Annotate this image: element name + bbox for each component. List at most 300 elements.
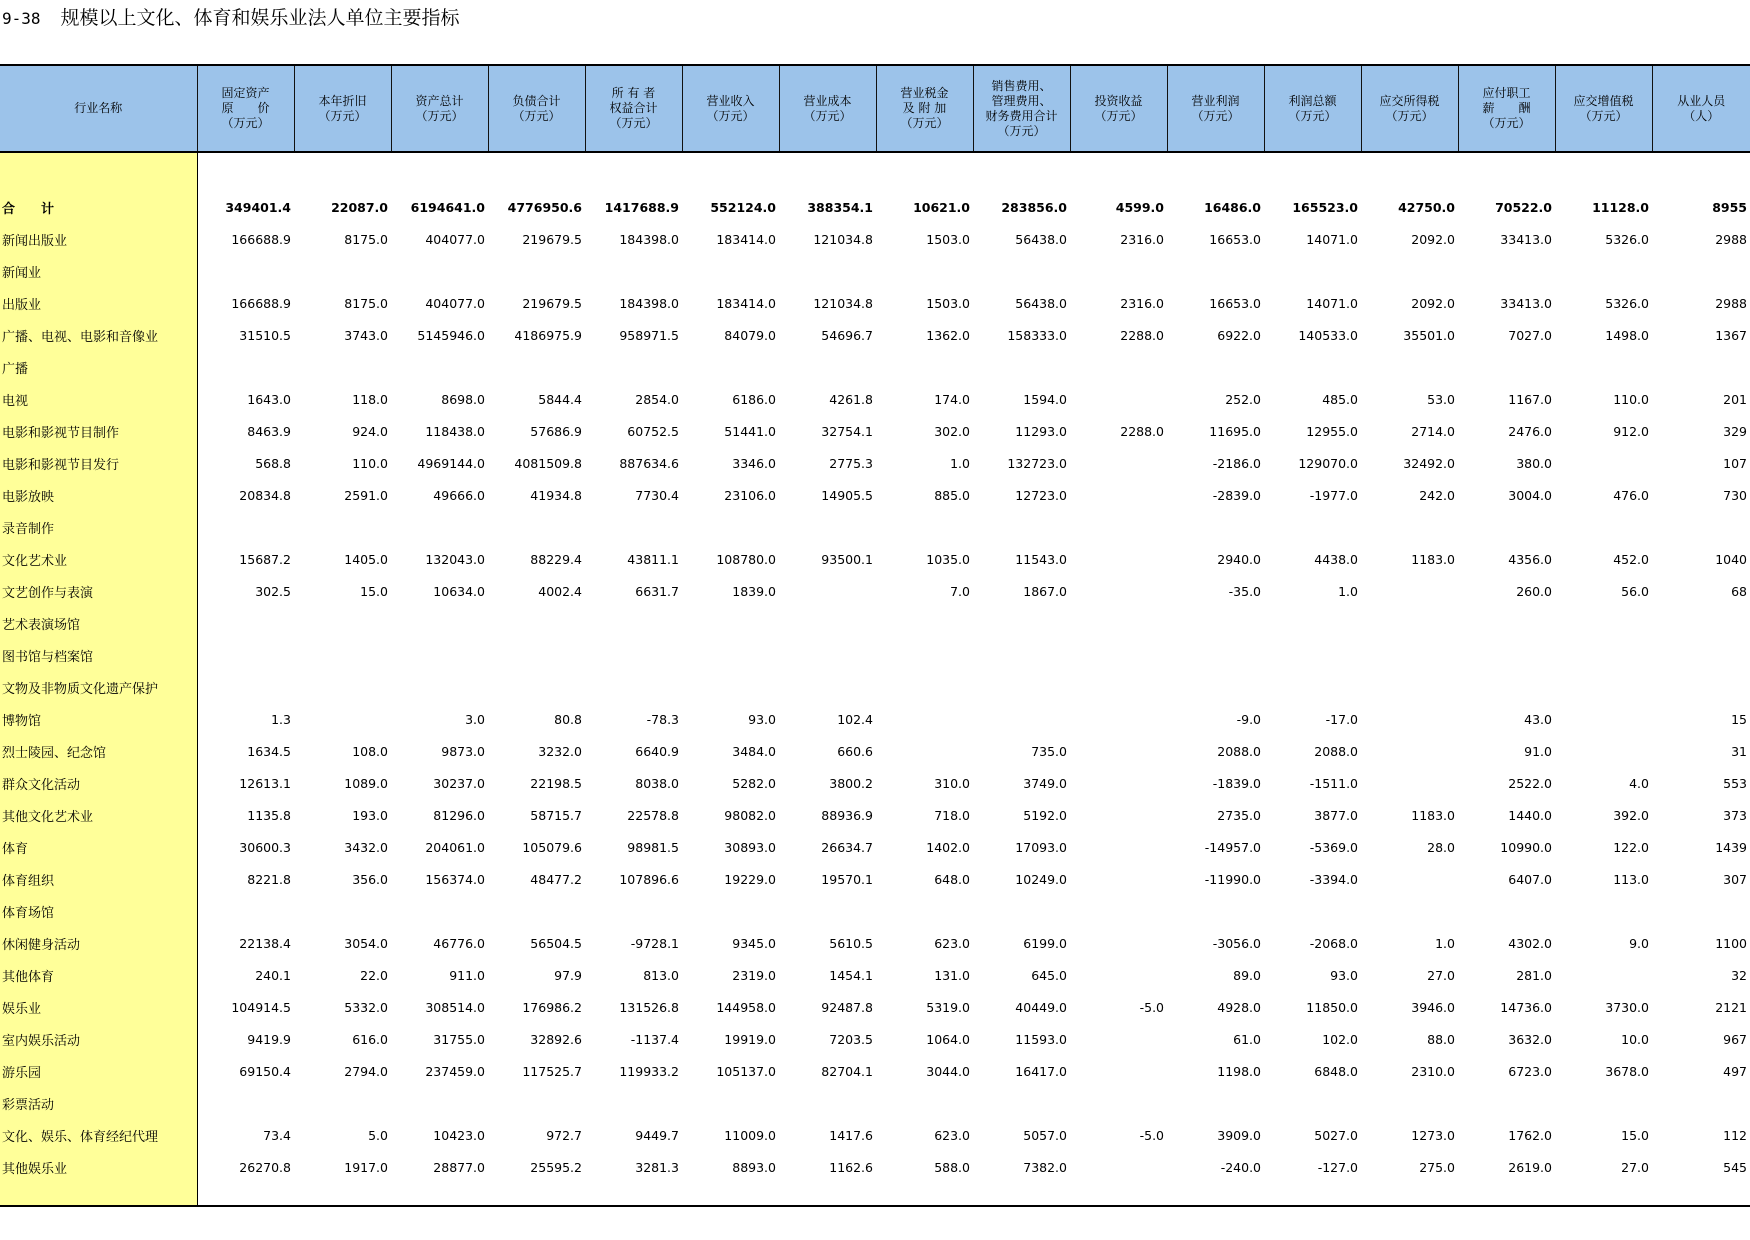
- row-label: 艺术表演场馆: [0, 607, 197, 639]
- data-cell: 3743.0: [344, 327, 388, 343]
- table-row: [0, 319, 1750, 351]
- data-cell: 1839.0: [732, 583, 776, 599]
- data-cell: [1555, 735, 1652, 767]
- data-cell: 16486.0: [1204, 199, 1261, 215]
- data-cell: [1070, 1151, 1167, 1183]
- column-header: [294, 65, 391, 152]
- data-cell: 3432.0: [344, 839, 388, 855]
- data-cell: 2316.0: [1120, 295, 1164, 311]
- data-cell: 4356.0: [1508, 551, 1552, 567]
- data-cell: 5027.0: [1314, 1127, 1358, 1143]
- data-cell: 1917.0: [344, 1159, 388, 1175]
- data-cell: 166688.9: [231, 295, 291, 311]
- data-cell: 11293.0: [1015, 423, 1067, 439]
- data-cell: 3632.0: [1508, 1031, 1552, 1047]
- row-label: 其他体育: [0, 959, 197, 991]
- data-cell: 19229.0: [724, 871, 776, 887]
- data-cell: [1652, 255, 1750, 287]
- column-header-line: （万元）: [1191, 108, 1240, 123]
- data-cell: 1498.0: [1605, 327, 1649, 343]
- data-cell: 2988: [1715, 295, 1747, 311]
- column-header: [1361, 65, 1458, 152]
- table-code: 9-38: [2, 9, 41, 28]
- data-cell: [391, 639, 488, 671]
- data-cell: 7.0: [950, 583, 970, 599]
- data-cell: 22138.4: [239, 935, 291, 951]
- data-cell: 14071.0: [1306, 231, 1358, 247]
- data-cell: 92487.8: [821, 999, 873, 1015]
- data-cell: [682, 895, 779, 927]
- data-cell: [1652, 671, 1750, 703]
- table-row: [0, 831, 1750, 863]
- column-header: [1167, 65, 1264, 152]
- table-title: [2, 4, 460, 32]
- data-cell: 193.0: [352, 807, 388, 823]
- data-cell: [1070, 607, 1167, 639]
- data-cell: 380.0: [1516, 455, 1552, 471]
- data-cell: 6199.0: [1023, 935, 1067, 951]
- data-cell: 11695.0: [1209, 423, 1261, 439]
- table-row: [0, 511, 1750, 543]
- data-cell: 452.0: [1613, 551, 1649, 567]
- data-cell: [488, 639, 585, 671]
- data-cell: [1070, 735, 1167, 767]
- data-cell: 122.0: [1613, 839, 1649, 855]
- column-header-line: （万元）: [1094, 108, 1143, 123]
- data-cell: -35.0: [1228, 583, 1261, 599]
- data-cell: [585, 152, 682, 191]
- data-cell: 240.1: [255, 967, 291, 983]
- data-cell: [682, 351, 779, 383]
- data-cell: [973, 511, 1070, 543]
- table-row: [0, 415, 1750, 447]
- data-cell: [876, 671, 973, 703]
- data-cell: 26270.8: [239, 1159, 291, 1175]
- data-cell: [391, 255, 488, 287]
- data-cell: 132043.0: [425, 551, 485, 567]
- data-cell: 568.8: [255, 455, 291, 471]
- data-cell: [876, 1183, 973, 1206]
- data-cell: 275.0: [1419, 1159, 1455, 1175]
- data-cell: 98981.5: [627, 839, 679, 855]
- data-cell: -3056.0: [1212, 935, 1261, 951]
- data-cell: [197, 511, 294, 543]
- row-label: 娱乐业: [0, 991, 197, 1023]
- data-cell: [973, 639, 1070, 671]
- column-header-line: （万元）: [900, 116, 949, 130]
- data-cell: 1.0: [1435, 935, 1455, 951]
- data-cell: [1167, 671, 1264, 703]
- table-row: [0, 895, 1750, 927]
- data-cell: [1555, 1087, 1652, 1119]
- data-cell: [682, 607, 779, 639]
- data-cell: [1361, 1087, 1458, 1119]
- data-cell: [1652, 351, 1750, 383]
- data-cell: [973, 895, 1070, 927]
- column-header-line: （万元）: [609, 116, 658, 130]
- data-cell: 46776.0: [433, 935, 485, 951]
- data-cell: 1100: [1715, 935, 1747, 951]
- data-cell: 61.0: [1233, 1031, 1261, 1047]
- data-cell: 5610.5: [829, 935, 873, 951]
- data-cell: [1264, 895, 1361, 927]
- column-header: [682, 65, 779, 152]
- data-cell: [876, 735, 973, 767]
- data-cell: 19570.1: [821, 871, 873, 887]
- data-cell: 1417688.9: [604, 199, 679, 215]
- data-cell: [1458, 351, 1555, 383]
- data-cell: [294, 152, 391, 191]
- data-cell: [1361, 1183, 1458, 1206]
- table-row: [0, 223, 1750, 255]
- data-cell: 1064.0: [926, 1031, 970, 1047]
- data-cell: [1070, 1055, 1167, 1087]
- data-cell: [1167, 639, 1264, 671]
- data-cell: 5319.0: [926, 999, 970, 1015]
- data-cell: [876, 607, 973, 639]
- data-cell: 184398.0: [619, 295, 679, 311]
- data-cell: 885.0: [934, 487, 970, 503]
- data-cell: 102.4: [837, 711, 873, 727]
- data-cell: [294, 639, 391, 671]
- data-cell: [1070, 479, 1167, 511]
- table-row: [0, 447, 1750, 479]
- data-cell: 3281.3: [635, 1159, 679, 1175]
- data-cell: 4438.0: [1314, 551, 1358, 567]
- data-cell: 184398.0: [619, 231, 679, 247]
- data-cell: 118438.0: [425, 423, 485, 439]
- data-cell: 3800.2: [829, 775, 873, 791]
- data-cell: [876, 152, 973, 191]
- data-cell: 97.9: [554, 967, 582, 983]
- row-label: 电视: [0, 383, 197, 415]
- data-cell: 121034.8: [813, 231, 873, 247]
- data-cell: 58715.7: [530, 807, 582, 823]
- data-cell: 48477.2: [530, 871, 582, 887]
- data-cell: [1652, 639, 1750, 671]
- data-cell: 84079.0: [724, 327, 776, 343]
- data-cell: [1070, 959, 1167, 991]
- data-cell: 2735.0: [1217, 807, 1261, 823]
- data-cell: 16653.0: [1209, 295, 1261, 311]
- data-cell: [197, 1183, 294, 1206]
- data-cell: 911.0: [449, 967, 485, 983]
- data-cell: [294, 607, 391, 639]
- data-cell: 1643.0: [247, 391, 291, 407]
- data-cell: 623.0: [934, 935, 970, 951]
- row-label: 体育: [0, 831, 197, 863]
- table-row: [0, 1151, 1750, 1183]
- table-row: [0, 703, 1750, 735]
- data-cell: 32892.6: [530, 1031, 582, 1047]
- data-cell: 6640.9: [635, 743, 679, 759]
- column-header: [1652, 65, 1750, 152]
- data-cell: 392.0: [1613, 807, 1649, 823]
- data-cell: [1264, 351, 1361, 383]
- data-cell: [197, 255, 294, 287]
- data-cell: 12955.0: [1306, 423, 1358, 439]
- data-cell: 204061.0: [425, 839, 485, 855]
- row-label: 电影放映: [0, 479, 197, 511]
- data-cell: 68: [1731, 583, 1747, 599]
- data-cell: -5.0: [1139, 1127, 1164, 1143]
- data-cell: -240.0: [1220, 1159, 1261, 1175]
- data-cell: 51441.0: [724, 423, 776, 439]
- data-cell: 56438.0: [1015, 231, 1067, 247]
- data-cell: [1264, 1087, 1361, 1119]
- data-cell: 28877.0: [433, 1159, 485, 1175]
- data-cell: 4002.4: [538, 583, 582, 599]
- data-cell: 1367: [1715, 327, 1747, 343]
- data-cell: -2839.0: [1212, 487, 1261, 503]
- row-label: 录音制作: [0, 511, 197, 543]
- row-label: 出版业: [0, 287, 197, 319]
- data-cell: [1458, 1087, 1555, 1119]
- data-cell: -2186.0: [1212, 455, 1261, 471]
- data-cell: [1070, 895, 1167, 927]
- data-cell: 5332.0: [344, 999, 388, 1015]
- data-cell: [876, 703, 973, 735]
- data-cell: 887634.6: [619, 455, 679, 471]
- data-cell: [973, 1183, 1070, 1206]
- row-label: 群众文化活动: [0, 767, 197, 799]
- data-cell: [391, 895, 488, 927]
- data-cell: [1070, 831, 1167, 863]
- data-cell: 1362.0: [926, 327, 970, 343]
- data-cell: 1089.0: [344, 775, 388, 791]
- data-cell: 118.0: [352, 391, 388, 407]
- data-cell: 308514.0: [425, 999, 485, 1015]
- data-cell: 110.0: [352, 455, 388, 471]
- row-label: 文物及非物质文化遗产保护: [0, 671, 197, 703]
- data-cell: 19919.0: [724, 1031, 776, 1047]
- data-cell: 2088.0: [1217, 743, 1261, 759]
- data-cell: [1070, 575, 1167, 607]
- data-cell: [585, 671, 682, 703]
- data-cell: [488, 351, 585, 383]
- data-cell: 1040: [1715, 551, 1747, 567]
- data-cell: 11850.0: [1306, 999, 1358, 1015]
- data-cell: -1137.4: [630, 1031, 679, 1047]
- table-row: [0, 575, 1750, 607]
- data-cell: 10634.0: [433, 583, 485, 599]
- column-header-line: （万元）: [1579, 108, 1628, 123]
- data-cell: [779, 607, 876, 639]
- data-cell: [1361, 639, 1458, 671]
- column-header-line: （万元）: [221, 116, 270, 130]
- data-cell: [1652, 1183, 1750, 1206]
- data-cell: 260.0: [1516, 583, 1552, 599]
- data-cell: [1167, 511, 1264, 543]
- table-row: [0, 799, 1750, 831]
- data-cell: [1167, 895, 1264, 927]
- data-cell: 107896.6: [619, 871, 679, 887]
- data-cell: 10621.0: [913, 199, 970, 215]
- row-label: 彩票活动: [0, 1087, 197, 1119]
- data-cell: [876, 351, 973, 383]
- header-row: [0, 65, 1750, 152]
- data-cell: 41934.8: [530, 487, 582, 503]
- data-cell: [1555, 255, 1652, 287]
- data-cell: [1361, 607, 1458, 639]
- data-cell: [876, 1087, 973, 1119]
- data-cell: 166688.9: [231, 231, 291, 247]
- column-header-line: （万元）: [512, 108, 561, 123]
- data-cell: 22578.8: [627, 807, 679, 823]
- data-cell: [973, 351, 1070, 383]
- data-cell: 404077.0: [425, 231, 485, 247]
- data-cell: 33413.0: [1500, 231, 1552, 247]
- data-cell: 4776950.6: [507, 199, 582, 215]
- data-cell: [682, 671, 779, 703]
- data-cell: [1070, 927, 1167, 959]
- data-cell: 1439: [1715, 839, 1747, 855]
- data-cell: [294, 671, 391, 703]
- data-cell: [294, 895, 391, 927]
- table-row: [0, 607, 1750, 639]
- data-cell: 5.0: [368, 1127, 388, 1143]
- data-cell: -78.3: [646, 711, 679, 727]
- data-cell: 5192.0: [1023, 807, 1067, 823]
- data-cell: [197, 671, 294, 703]
- data-cell: 15687.2: [239, 551, 291, 567]
- data-cell: 4.0: [1629, 775, 1649, 791]
- data-cell: [294, 511, 391, 543]
- data-cell: [391, 152, 488, 191]
- column-header-line: 营业利润: [1191, 93, 1240, 108]
- column-header-line: 从业人员: [1677, 93, 1726, 108]
- data-cell: 3004.0: [1508, 487, 1552, 503]
- data-cell: [1361, 351, 1458, 383]
- data-cell: 242.0: [1419, 487, 1455, 503]
- data-cell: 70522.0: [1495, 199, 1552, 215]
- data-cell: 1440.0: [1508, 807, 1552, 823]
- data-cell: 281.0: [1516, 967, 1552, 983]
- row-label: 新闻出版业: [0, 223, 197, 255]
- column-header-line: 原 价: [221, 101, 270, 115]
- data-cell: 4969144.0: [417, 455, 485, 471]
- data-cell: 545: [1723, 1159, 1747, 1175]
- data-cell: [973, 703, 1070, 735]
- data-cell: [973, 152, 1070, 191]
- table-row: [0, 927, 1750, 959]
- data-cell: [682, 152, 779, 191]
- column-header-line: 及 附 加: [902, 101, 947, 115]
- data-cell: [1652, 1087, 1750, 1119]
- data-cell: 121034.8: [813, 295, 873, 311]
- data-cell: 15.0: [360, 583, 388, 599]
- data-cell: 42750.0: [1398, 199, 1455, 215]
- column-header-line: 营业收入: [706, 93, 755, 108]
- data-cell: 81296.0: [433, 807, 485, 823]
- data-cell: 2775.3: [829, 455, 873, 471]
- data-cell: 219679.5: [522, 295, 582, 311]
- data-cell: 108780.0: [716, 551, 776, 567]
- data-cell: 1634.5: [247, 743, 291, 759]
- table-row: [0, 1119, 1750, 1151]
- data-cell: [1555, 639, 1652, 671]
- data-cell: 2092.0: [1411, 231, 1455, 247]
- data-cell: 476.0: [1613, 487, 1649, 503]
- data-cell: 43.0: [1524, 711, 1552, 727]
- data-cell: 82704.1: [821, 1063, 873, 1079]
- column-header-line: 应交所得税: [1379, 93, 1440, 108]
- data-cell: 497: [1723, 1063, 1747, 1079]
- table-row: [0, 383, 1750, 415]
- data-cell: [391, 671, 488, 703]
- data-cell: [682, 1183, 779, 1206]
- data-cell: 60752.5: [627, 423, 679, 439]
- data-cell: [391, 1087, 488, 1119]
- data-cell: 648.0: [934, 871, 970, 887]
- row-label: 广播、电视、电影和音像业: [0, 319, 197, 351]
- data-cell: [1167, 607, 1264, 639]
- table-row: [0, 671, 1750, 703]
- column-header: [1458, 65, 1555, 152]
- data-cell: [1361, 767, 1458, 799]
- data-cell: 93.0: [1330, 967, 1358, 983]
- data-cell: 32754.1: [821, 423, 873, 439]
- data-cell: 33413.0: [1500, 295, 1552, 311]
- column-header-line: 本年折旧: [318, 93, 367, 108]
- data-cell: 404077.0: [425, 295, 485, 311]
- data-cell: [1070, 152, 1167, 191]
- data-cell: 3484.0: [732, 743, 776, 759]
- table-row: [0, 863, 1750, 895]
- data-cell: [876, 895, 973, 927]
- row-label: 室内娱乐活动: [0, 1023, 197, 1055]
- data-cell: [876, 511, 973, 543]
- data-cell: -1511.0: [1309, 775, 1358, 791]
- data-cell: 176986.2: [522, 999, 582, 1015]
- data-cell: 183414.0: [716, 231, 776, 247]
- data-cell: 4186975.9: [514, 327, 582, 343]
- data-cell: -1839.0: [1212, 775, 1261, 791]
- data-cell: 158333.0: [1007, 327, 1067, 343]
- data-cell: [1070, 863, 1167, 895]
- data-cell: 3877.0: [1314, 807, 1358, 823]
- data-cell: 2092.0: [1411, 295, 1455, 311]
- total-row: [0, 191, 1750, 223]
- data-cell: [294, 255, 391, 287]
- data-cell: 2319.0: [732, 967, 776, 983]
- data-cell: [973, 671, 1070, 703]
- column-header-line: 财务费用合计: [985, 108, 1058, 123]
- data-cell: 9419.9: [247, 1031, 291, 1047]
- column-header-line: 营业成本: [803, 93, 852, 108]
- data-cell: 31510.5: [239, 327, 291, 343]
- data-cell: -1977.0: [1309, 487, 1358, 503]
- data-cell: [1555, 351, 1652, 383]
- data-cell: [1264, 1183, 1361, 1206]
- data-cell: 219679.5: [522, 231, 582, 247]
- data-cell: 302.0: [934, 423, 970, 439]
- data-cell: 2316.0: [1120, 231, 1164, 247]
- data-cell: 735.0: [1031, 743, 1067, 759]
- data-cell: [488, 511, 585, 543]
- data-cell: 1198.0: [1217, 1063, 1261, 1079]
- data-cell: 16417.0: [1015, 1063, 1067, 1079]
- data-cell: 1503.0: [926, 231, 970, 247]
- data-cell: 156374.0: [425, 871, 485, 887]
- column-header: [197, 65, 294, 152]
- data-cell: [585, 255, 682, 287]
- column-header: [876, 65, 973, 152]
- data-cell: [1458, 511, 1555, 543]
- data-cell: [1167, 1183, 1264, 1206]
- data-cell: [1555, 895, 1652, 927]
- data-cell: [1555, 1183, 1652, 1206]
